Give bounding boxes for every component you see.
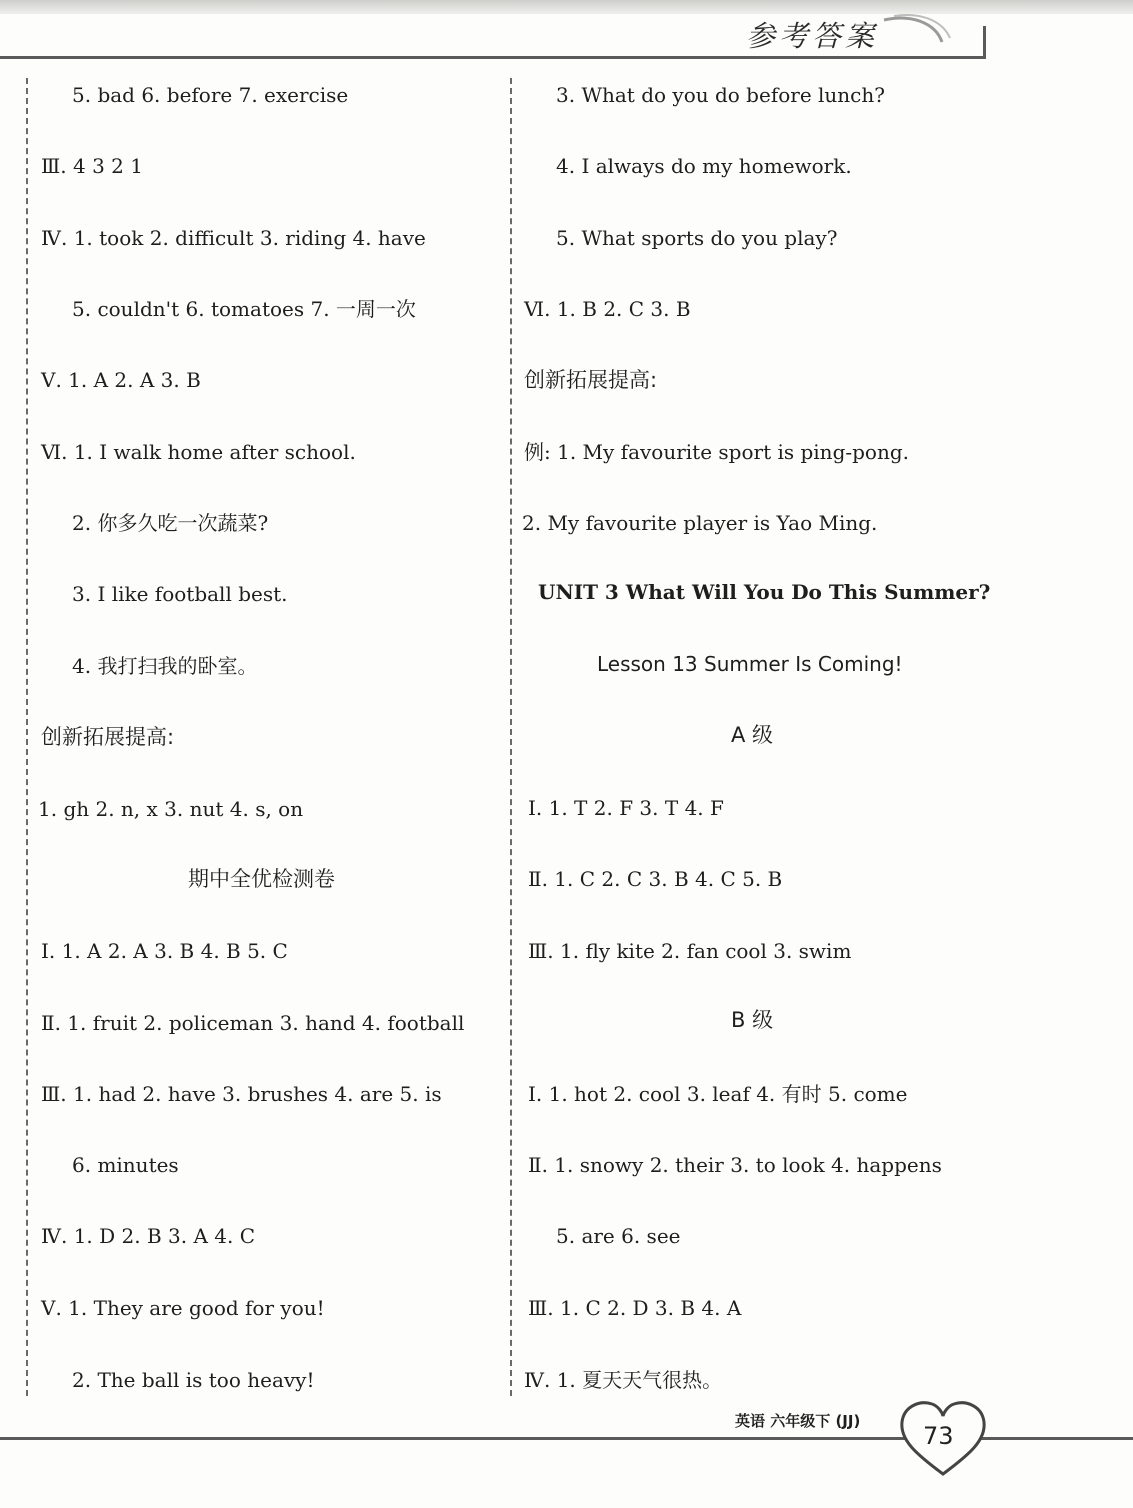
answer-line: 5. couldn't 6. tomatoes 7. 一周一次 <box>72 297 416 321</box>
answer-line: 例: 1. My favourite sport is ping-pong. <box>524 440 910 464</box>
answer-line: Ⅲ. 4 3 2 1 <box>41 154 143 178</box>
lesson-title: Lesson 13 Summer Is Coming! <box>597 652 903 676</box>
answer-line: 6. minutes <box>72 1153 179 1177</box>
footer-subject: 英语 六年级下 (JJ) <box>735 1412 861 1430</box>
answer-line: 4. I always do my homework. <box>556 154 852 178</box>
level-heading: A 级 <box>731 723 774 747</box>
answer-line: 3. I like football best. <box>72 582 288 606</box>
answer-line: Ⅴ. 1. A 2. A 3. B <box>41 368 201 392</box>
header-rule-end <box>983 26 986 59</box>
column-divider <box>510 78 512 1396</box>
header-rule <box>0 56 985 59</box>
answer-line: Ⅱ. 1. snowy 2. their 3. to look 4. happens <box>528 1153 942 1177</box>
section-heading: 创新拓展提高: <box>524 368 658 392</box>
answer-line: Ⅲ. 1. fly kite 2. fan cool 3. swim <box>528 939 852 963</box>
answer-line: Ⅰ. 1. A 2. A 3. B 4. B 5. C <box>41 939 288 963</box>
answer-line: Ⅴ. 1. They are good for you! <box>41 1296 325 1320</box>
answer-line: Ⅵ. 1. I walk home after school. <box>41 440 356 464</box>
answer-line: Ⅱ. 1. C 2. C 3. B 4. C 5. B <box>528 867 783 891</box>
answer-line: 2. 你多久吃一次蔬菜? <box>72 511 269 535</box>
answer-line: Ⅰ. 1. hot 2. cool 3. leaf 4. 有时 5. come <box>528 1082 908 1106</box>
answer-line: Ⅲ. 1. had 2. have 3. brushes 4. are 5. is <box>41 1082 442 1106</box>
answer-line: 1. gh 2. n, x 3. nut 4. s, on <box>38 797 304 821</box>
answer-line: 5. bad 6. before 7. exercise <box>72 83 349 107</box>
answer-line: 2. The ball is too heavy! <box>72 1368 315 1392</box>
answer-line: 3. What do you do before lunch? <box>556 83 885 107</box>
answer-line: 5. are 6. see <box>556 1224 681 1248</box>
page-header <box>0 0 1133 62</box>
page-title: 参考答案 <box>746 19 879 53</box>
answer-line: Ⅰ. 1. T 2. F 3. T 4. F <box>528 796 724 820</box>
answer-line: Ⅱ. 1. fruit 2. policeman 3. hand 4. football <box>41 1011 465 1035</box>
answer-line: Ⅳ. 1. D 2. B 3. A 4. C <box>41 1224 256 1248</box>
answer-line: Ⅵ. 1. B 2. C 3. B <box>524 297 691 321</box>
answer-line: Ⅳ. 1. took 2. difficult 3. riding 4. have <box>41 226 426 250</box>
unit-title: UNIT 3 What Will You Do This Summer? <box>538 580 991 604</box>
answer-line: 2. My favourite player is Yao Ming. <box>522 511 878 535</box>
section-heading: 期中全优检测卷 <box>188 867 335 891</box>
answer-line: Ⅲ. 1. C 2. D 3. B 4. A <box>528 1296 742 1320</box>
section-heading: 创新拓展提高: <box>41 725 175 749</box>
answer-line: 4. 我打扫我的卧室。 <box>72 654 258 678</box>
answer-line: 5. What sports do you play? <box>556 226 838 250</box>
header-band <box>0 0 1133 14</box>
level-heading: B 级 <box>731 1008 774 1032</box>
swoosh-decoration-icon <box>880 12 960 56</box>
page-number: 73 <box>923 1422 954 1450</box>
left-column-border <box>26 78 28 1396</box>
answer-line: Ⅳ. 1. 夏天天气很热。 <box>524 1368 723 1392</box>
